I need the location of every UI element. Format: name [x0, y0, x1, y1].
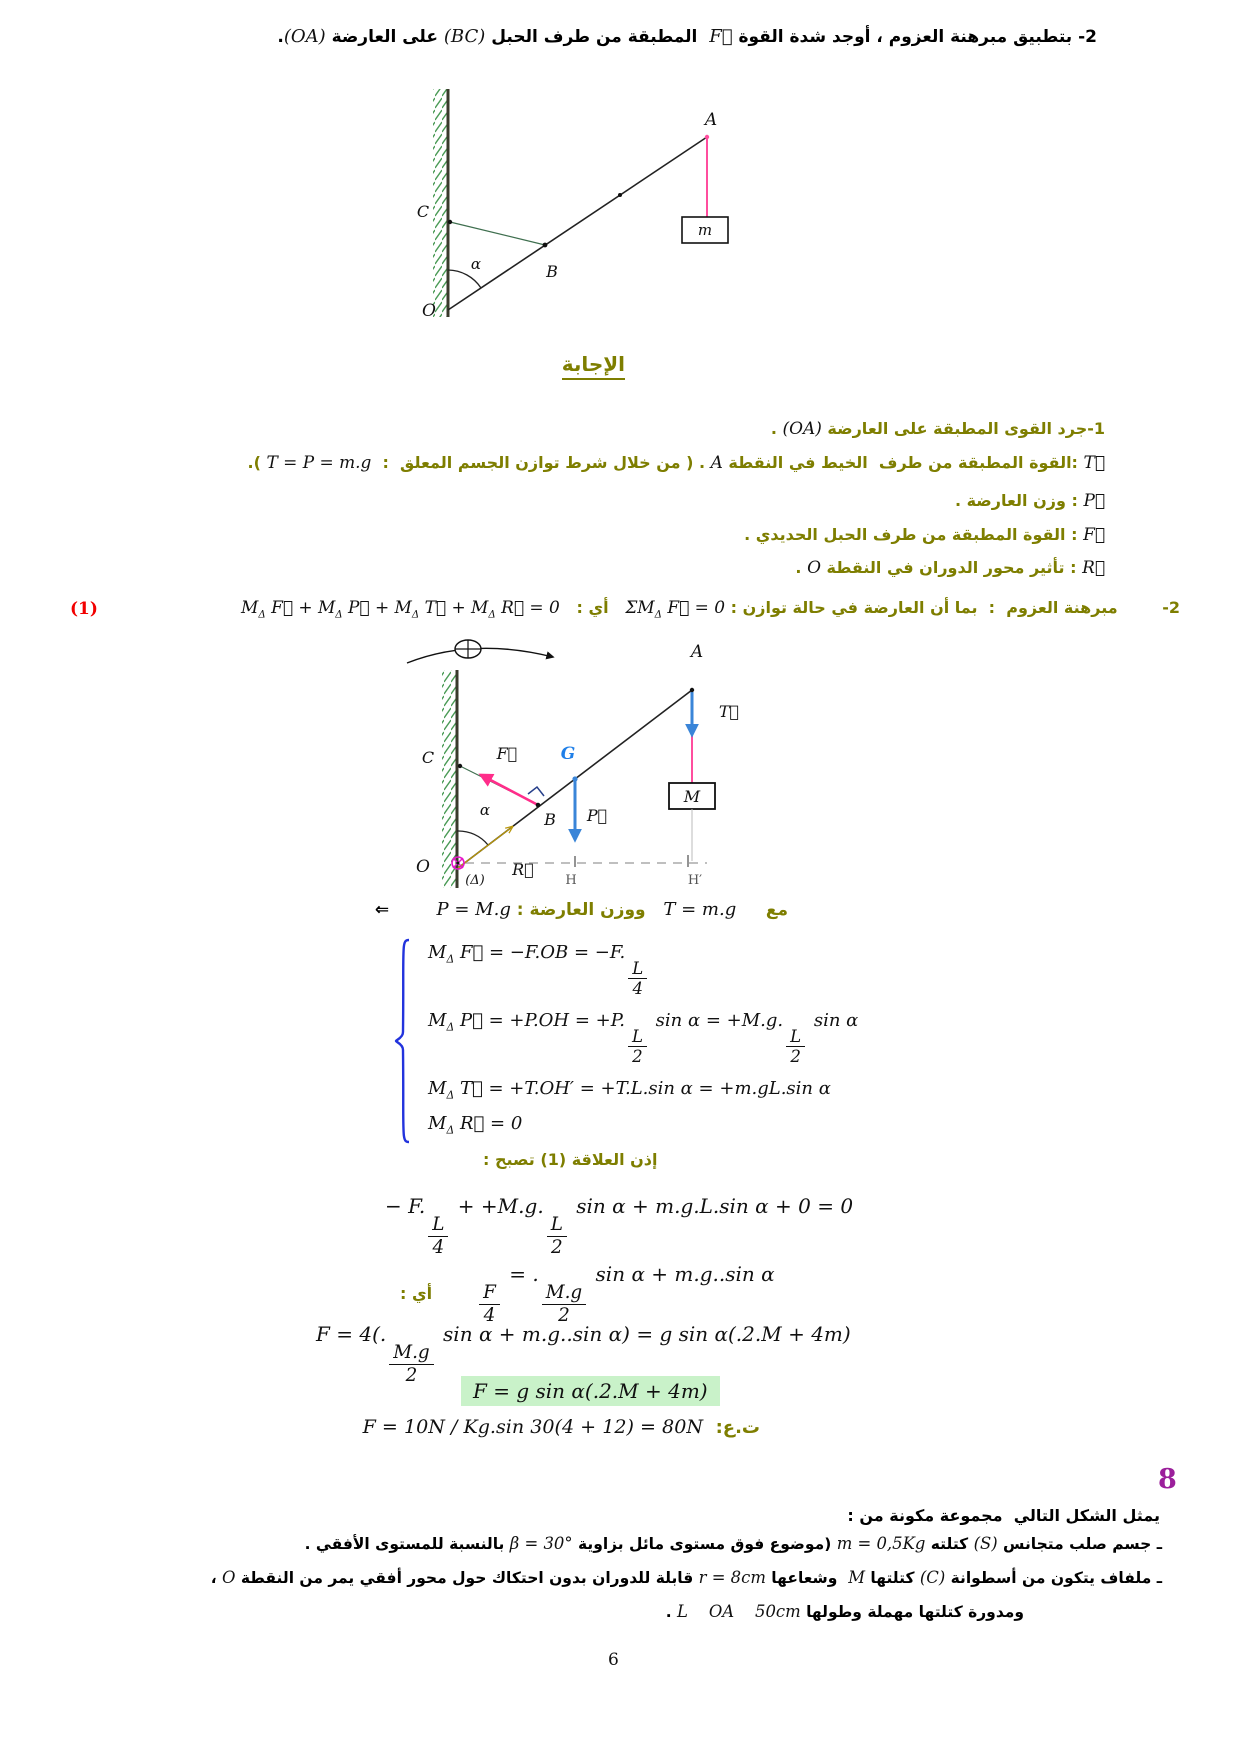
- label-mass-m: m: [697, 221, 713, 239]
- point-A: [690, 688, 694, 692]
- label-F: F⃗: [496, 744, 518, 763]
- ay-line: [400, 1262, 775, 1325]
- label-R: R⃗: [512, 860, 534, 879]
- section8-item-winch: ـ ملفاف يتكون من أسطوانة (C) كتلتها M وشعاعها r = 8cm قابلة للدوران بدون احتكاك حول محور أفقي يمر من النقطة O ،: [210, 1568, 1162, 1587]
- expanded-equation: − F. $\frac{L}{4}$ + +M.g. $\frac{L}{2}$ sin α + m.g.L.sin α + 0 = 0: [385, 1194, 854, 1258]
- diagram-beam-wall-1: [330, 85, 730, 325]
- right-angle-mark: [528, 787, 544, 796]
- section8-item-rod: ومدورة كتلتها مهملة وطولها L OA 50cm .: [665, 1602, 1024, 1621]
- label-C: C: [416, 202, 430, 221]
- numerical-application-line: ت.ع: F = 10N / Kg.sin 30(4 + 12) = 80N: [362, 1416, 760, 1438]
- moment-of-P-equation: $M_\Delta$ P⃗ = +P.OH = +P. $\frac{L}{2}$ sin α = +M.g. $\frac{L}{2}$ sin α: [428, 1009, 859, 1067]
- question-title: 2- بتطبيق مبرهنة العزوم ، أوجد شدة القوة F⃗ المطبقة من طرف الحبل (BC) على العارضة (OA).: [277, 26, 1097, 47]
- ay-equation: $\frac{F}{4}$ = . $\frac{M.g}{2}$ sin α + m.g..sin α: [476, 1262, 775, 1325]
- moment-theorem-line: [0, 597, 1240, 629]
- system-brace: [394, 938, 412, 1144]
- rope-CB: [450, 222, 545, 245]
- line-forces-R: R⃗ : تأثير محور الدوران في النقطة O .: [795, 557, 1105, 577]
- weights-definition-line: مع T = m.g ووزن العارضة : P = M.g ⇐: [374, 899, 788, 920]
- point-G: [572, 776, 577, 781]
- line-forces-T: T⃗ :القوة المطبقة من طرف الخيط في النقطة A . ( من خلال شرط توازن الجسم المعلق : T = P = m.g ).: [247, 452, 1105, 472]
- label-H: H: [565, 873, 577, 888]
- then-relation-line: إذن العلاقة (1) تصبح :: [483, 1150, 658, 1169]
- F-solved-equation: F = 4(. $\frac{M.g}{2}$ sin α + m.g..sin α) = g sin α(.2.M + 4m): [316, 1322, 851, 1386]
- moments-system: [428, 942, 858, 1137]
- line-forces-F: F⃗ : القوة المطبقة من طرف الحبل الحديدي .: [744, 524, 1105, 544]
- point-C: [448, 220, 452, 224]
- point-C: [458, 764, 462, 768]
- point-B: [543, 243, 548, 248]
- moment-of-R-equation: $M_\Delta$ R⃗ = 0: [428, 1113, 523, 1137]
- equation-ref-1: (1): [70, 599, 98, 619]
- rotation-direction-icon: [455, 640, 481, 658]
- label-T: T⃗: [718, 702, 740, 721]
- moment-equation: 2- مبرهنة العزوم : بما أن العارضة في حالة توازن : $\Sigma M_\Delta$ F⃗ = 0 أي : $M_\Delta$ F⃗ + $M_\Delta$ P⃗ + $M_\Delta$ T⃗ + $M_\Delta$ R⃗ = 0: [241, 597, 1180, 621]
- label-mass-M: M: [683, 787, 701, 806]
- axis-direction-arrow: [458, 827, 512, 868]
- label-A: A: [690, 642, 704, 662]
- section8-item-solid: ـ جسم صلب متجانس (S) كتلته m = 0,5Kg (موضوع فوق مستوى مائل بزاوية β = 30° بالنسبة للمستوى الأفقي .: [304, 1534, 1162, 1553]
- label-delta-axis: (Δ): [465, 873, 485, 888]
- section-number: 8: [1158, 1464, 1177, 1495]
- diagram-beam-wall-2: [395, 635, 755, 895]
- moment-of-F-equation: $M_\Delta$ F⃗ = −F.OB = −F. $\frac{L}{4}$: [428, 942, 858, 998]
- line-forces-P: P⃗ : وزن العارضة .: [954, 490, 1105, 510]
- line-forces-1: 1-جرد القوى المطبقة على العارضة (OA) .: [770, 418, 1105, 438]
- final-result-highlight: F = g sin α(.2.M + 4m): [461, 1376, 720, 1406]
- label-alpha: α: [479, 801, 491, 819]
- answer-heading: الإجابة: [562, 352, 625, 380]
- moment-of-T-equation: $M_\Delta$ T⃗ = +T.OH′ = +T.L.sin α = +m.gL.sin α: [428, 1077, 831, 1102]
- label-C: C: [421, 748, 435, 767]
- beam-dot: [618, 193, 622, 197]
- label-alpha: α: [470, 255, 482, 273]
- label-G: G: [560, 744, 576, 764]
- ay-label: أي :: [400, 1284, 433, 1304]
- point-B: [536, 803, 541, 808]
- section8-intro: يمثل الشكل التالي مجموعة مكونة من :: [847, 1506, 1160, 1525]
- wall-hatching: [433, 89, 448, 317]
- alpha-arc: [457, 831, 488, 845]
- label-O: O: [416, 857, 430, 877]
- wall-hatching: [442, 670, 457, 888]
- label-Hprime: H′: [687, 873, 703, 888]
- label-P: P⃗: [586, 806, 608, 825]
- label-O: O: [422, 301, 436, 321]
- label-B: B: [544, 810, 556, 829]
- label-A: A: [704, 110, 718, 130]
- point-A: [705, 135, 709, 139]
- page-number: 6: [608, 1650, 619, 1670]
- beam-OA: [448, 137, 707, 310]
- label-B: B: [546, 262, 558, 281]
